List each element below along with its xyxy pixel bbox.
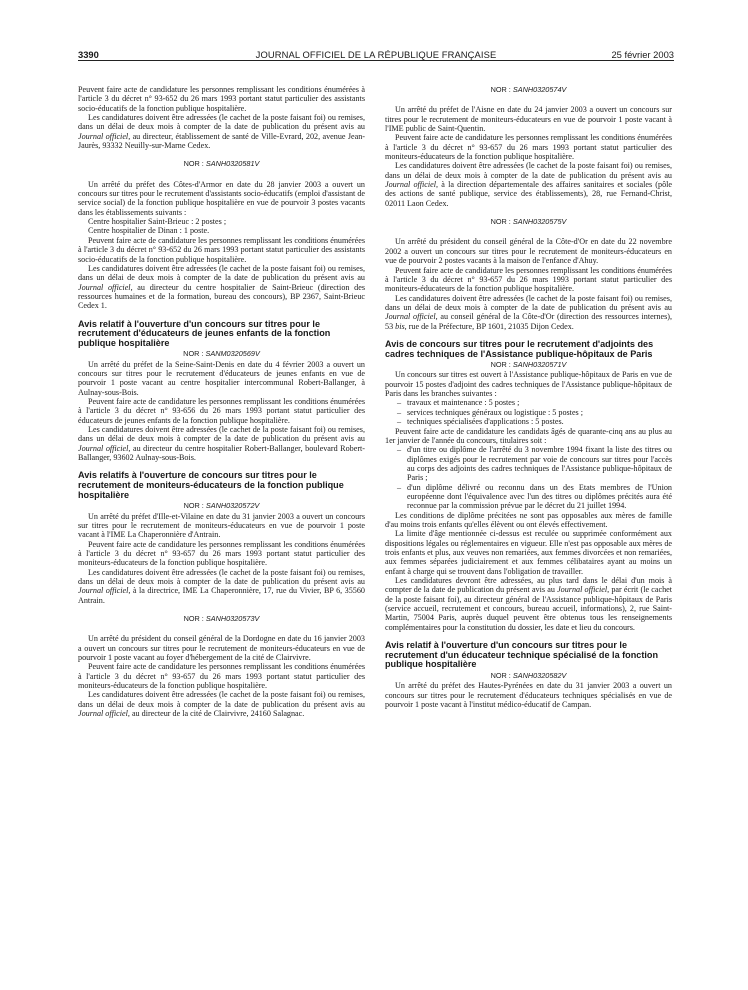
section-heading: Avis de concours sur titres pour le recrutement d'adjoints des cadres techniques de l'Assistance publique-hôpitaux de Paris [385,338,654,359]
section-heading: Avis relatif à l'ouverture d'un concours sur titres pour le recrutement d'un éducateur technique spécialisé de la fonction publique hospitalière [385,640,659,670]
list-item: – techniques spécialisées d'applications : 5 postes. [397,417,564,427]
list-item: – services techniques généraux ou logistique : 5 postes ; [397,407,584,417]
nor-reference: NOR : SANH0320573V [183,614,260,624]
right-column [385,85,672,972]
list-item: – travaux et maintenance : 5 postes ; [397,398,520,408]
paragraph: Peuvent faire acte de candidature les personnes remplissant les conditions énumérées à l'article 3 du décret n° 93-656 du 26 mars 1993 portant statut particulier des éducateurs de jeunes enfants de la fonction publique hospitalière. [78,397,365,425]
nor-reference: NOR : SANH0320575V [490,217,567,227]
paragraph: La limite d'âge mentionnée ci-dessus est reculée ou supprimée conformément aux dispositions légales ou réglementaires en vigueur. Elle n'est pas opposable aux mères de trois enfants et plus, aux veuves non remariées, aux femmes divorcées et non remariées, aux femmes séparées judiciairement et aux femmes célibataires ayant au moins un enfant à charge qui se trouvent dans l'obligation de travailler. [385,529,672,576]
section-heading: Avis relatifs à l'ouverture de concours sur titres pour le recrutement de moniteurs-éducateurs de la fonction publique hospitalière [78,470,344,500]
nor-reference: NOR : SANM0320569V [183,349,260,359]
paragraph: Un concours sur titres est ouvert à l'Assistance publique-hôpitaux de Paris en vue de pourvoir 15 postes d'adjoint des cadres techniques de l'Assistance publique-hôpitaux de Paris dans les branches suivantes : [385,370,672,399]
paragraph: Centre hospitalier de Dinan : 1 poste. [88,226,210,236]
nor-reference: NOR : SANH0320581V [183,159,260,169]
page-header [78,44,674,61]
page-number: 3390 [78,49,99,60]
nor-reference: NOR : SANH0320574V [490,85,567,94]
paragraph: Les candidatures doivent être adressées (le cachet de la poste faisant foi) ou remises, dans un délai de deux mois à compter de la date de publication du présent avis au Journal officiel, à la direction départementale des affaires sanitaires et sociales (pôle des actions de santé publique, service des établissements), 28, rue Fernand-Christ, 02011 Laon Cedex. [385,161,672,208]
paragraph: Les candidatures devront être adressées, au plus tard dans le délai d'un mois à compter de la date de publication du présent avis au Journal officiel, par écrit (le cachet de la poste faisant foi), au directeur général de l'Assistance publique-hôpitaux de Paris (service accueil, recrutement et concours, bureau accueil, informations), 2, rue Saint-Martin, 75004 Paris, auprès duquel peuvent être obtenus tous les renseignements complémentaires pour la constitution du dossier, les date et lieu du concours. [385,576,672,632]
paragraph: Un arrêté du préfet d'Ille-et-Vilaine en date du 31 janvier 2003 a ouvert un concours sur titres pour le recrutement de moniteurs-éducateurs en vue de pourvoir 1 poste vacant à l'IME La Chaperonnière d'Antrain. [78,511,365,540]
paragraph: Peuvent faire acte de candidature les personnes remplissant les conditions énumérées à l'article 3 du décret n° 93-657 du 26 mars 1993 portant statut particulier des moniteurs-éducateurs de la fonction publique hospitalière. [385,133,672,162]
paragraph: Peuvent faire acte de candidature les personnes remplissant les conditions énumérées à l'article 3 du décret n° 93-652 du 26 mars 1993 portant statut particulier des assistants socio-éducatifs de la fonction publique hospitalière. [78,85,365,113]
paragraph: Les conditions de diplôme précitées ne sont pas opposables aux mères de famille d'au moins trois enfants qu'elles élèvent ou ont élevés effectivement. [385,510,672,529]
journal-title: JOURNAL OFFICIEL DE LA RÉPUBLIQUE FRANÇAISE [255,49,497,60]
paragraph: Un arrêté du préfet de la Seine-Saint-Denis en date du 4 février 2003 a ouvert un concours sur titres pour le recrutement d'éducateurs de jeunes enfants en vue de pourvoir 1 poste vacant au centre hospitalier intercommunal Robert-Ballanger, à Aulnay-sous-Bois. [78,359,365,397]
branch-list [385,398,672,426]
paragraph: Un arrêté du préfet de l'Aisne en date du 24 janvier 2003 a ouvert un concours sur titres pour le recrutement de moniteurs-éducateurs en vue de pourvoir 1 poste vacant à l'IME public de Saint-Quentin. [385,105,672,134]
list-item: – d'un diplôme délivré ou reconnu dans un des Etats membres de l'Union européenne dont l'équivalence avec l'un des titres ou diplômes précités aura été reconnue par la commission prévue par le décret du 21 juillet 1994. [397,482,672,511]
paragraph: Peuvent faire acte de candidature les personnes remplissant les conditions énumérées à l'article 3 du décret n° 93-657 du 26 mars 1993 portant statut particulier des moniteurs-éducateurs de la fonction publique hospitalière. [385,265,672,294]
paragraph: Les candidatures doivent être adressées (le cachet de la poste faisant foi) ou remises, dans un délai de deux mois à compter de la date de publication du présent avis au Journal officiel, au conseil général de la Côte-d'Or (direction des ressources internes), 53 bis, rue de la Préfecture, BP 1601, 21035 Dijon Cedex. [385,293,672,331]
paragraph: Un arrêté du préfet des Côtes-d'Armor en date du 28 janvier 2003 a ouvert un concours sur titres pour le recrutement d'assistants socio-éducatifs (emploi d'assistant de service social) de la fonction publique hospitalière en vue de pourvoir 3 postes vacants dans les établissements suivants : [78,179,365,217]
paragraph: Un arrêté du préfet des Hautes-Pyrénées en date du 31 janvier 2003 a ouvert un concours sur titres pour le recrutement d'éducateurs techniques spécialisés en vue de pourvoir 1 poste vacant à l'institut médico-éducatif de Campan. [385,681,672,709]
paragraph: Les candidatures doivent être adressées (le cachet de la poste faisant foi) ou remises, dans un délai de deux mois à compter de la date de publication du présent avis au Journal officiel, au directeur, établissement de santé de Ville-Evrard, 202, avenue Jean-Jaurès, 93332 Neuilly-sur-Marne Cedex. [78,113,365,151]
nor-reference: NOR : SANH0320571V [490,360,567,370]
paragraph: Peuvent faire acte de candidature les personnes remplissant les conditions énumérées à l'article 3 du décret n° 93-657 du 26 mars 1993 portant statut particulier des moniteurs-éducateurs de la fonction publique hospitalière. [78,662,365,691]
diploma-list [385,445,672,510]
list-item: – d'un titre ou diplôme de l'arrêté du 3 novembre 1994 fixant la liste des titres ou diplômes exigés pour le recrutement par voie de concours sur titres pour l'accès au corps des adjoints des cadres techniques de l'Assistance publique-hôpitaux de Paris ; [397,445,672,483]
paragraph: Peuvent faire acte de candidature les personnes remplissant les conditions énumérées à l'article 3 du décret n° 93-657 du 26 mars 1993 portant statut particulier des moniteurs-éducateurs de la fonction publique hospitalière. [78,539,365,568]
paragraph: Peuvent faire acte de candidature les candidats âgés de quarante-cinq ans au plus au 1er janvier de l'année du concours, titulaires soit : [385,426,672,445]
paragraph: Peuvent faire acte de candidature les personnes remplissant les conditions énumérées à l'article 3 du décret n° 93-652 du 26 mars 1993 portant statut particulier des assistants socio-éducatifs de la fonction publique hospitalière. [78,235,365,264]
section-heading: Avis relatif à l'ouverture d'un concours sur titres pour le recrutement d'éducateurs de jeunes enfants de la fonction publique hospitalière [78,318,331,348]
paragraph: Les candidatures doivent être adressées (le cachet de la poste faisant foi) ou remises, dans un délai de deux mois à compter de la date de publication du présent avis au Journal officiel, au directeur du centre hospitalier de Saint-Brieuc (direction des ressources humaines et de la formation, bureau des concours), BP 2367, Saint-Brieuc Cedex 1. [78,263,365,311]
paragraph: Les candidatures doivent être adressées (le cachet de la poste faisant foi) ou remises, dans un délai de deux mois à compter de la date de publication du présent avis au Journal officiel, au directeur de la cité de Clairvivre, 24160 Salagnac. [78,690,365,719]
issue-date: 25 février 2003 [611,49,674,60]
paragraph: Les candidatures doivent être adressées (le cachet de la poste faisant foi) ou remises, dans un délai de deux mois à compter de la date de publication du présent avis au Journal officiel, à la directrice, IME La Chaperonnière, 17, rue du Vivier, BP 6, 35560 Antrain. [78,567,365,605]
nor-reference: NOR : SANH0320572V [183,501,260,511]
paragraph: Les candidatures doivent être adressées (le cachet de la poste faisant foi) ou remises, dans un délai de deux mois à compter de la date de publication du présent avis au Journal officiel, au directeur du centre hospitalier Robert-Ballanger, boulevard Robert-Ballanger, 93602 Aulnay-sous-Bois. [78,425,365,463]
nor-reference: NOR : SANH0320582V [490,670,567,680]
paragraph: Un arrêté du président du conseil général de la Dordogne en date du 16 janvier 2003 a ouvert un concours sur titres pour le recrutement de moniteurs-éducateurs en vue de pourvoir 1 poste vacant au foyer d'hébergement de la cité de Clairvivre. [78,634,365,663]
paragraph: Un arrêté du président du conseil général de la Côte-d'Or en date du 22 novembre 2002 a ouvert un concours sur titres pour le recrutement de moniteurs-éducateurs en vue de pourvoir 2 postes vacants à la maison de l'enfance d'Ahuy. [385,237,672,266]
left-column [78,85,365,972]
paragraph: Centre hospitalier Saint-Brieuc : 2 postes ; [88,217,227,227]
